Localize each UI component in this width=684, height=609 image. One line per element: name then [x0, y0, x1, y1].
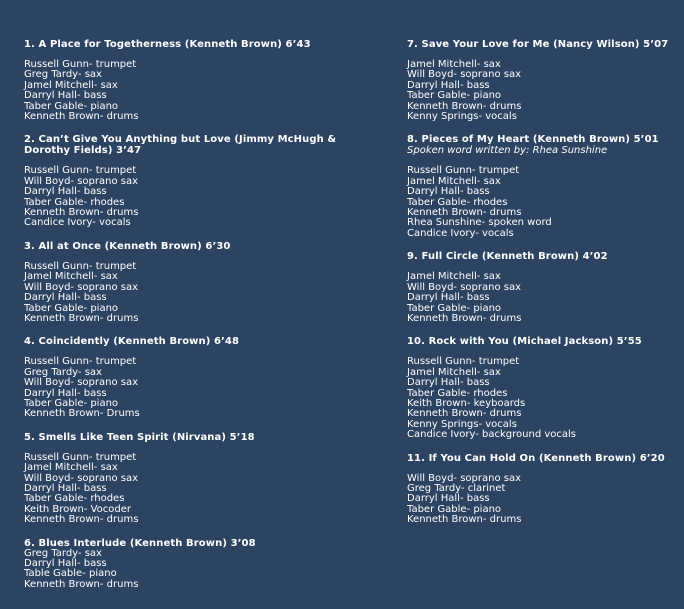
track-block: [407, 39, 672, 122]
track-title: 4. Coincidently (Kenneth Brown) 6’48: [24, 336, 240, 348]
musician-credit: Taber Gable- piano: [24, 100, 119, 112]
musician-credit: Will Boyd- soprano sax: [24, 377, 139, 389]
musician-credit: Jamel Mitchell- sax: [24, 79, 118, 91]
musician-credit: Darryl Hall- bass: [407, 493, 490, 505]
musician-credit: Greg Tardy- clarinet: [407, 482, 506, 494]
musician-credit: Will Boyd- soprano sax: [24, 472, 139, 484]
musician-credit: Darryl Hall- bass: [24, 90, 107, 102]
musician-credit: Taber Gable- rhodes: [24, 196, 125, 208]
musician-credit: Jamel Mitchell- sax: [24, 271, 118, 283]
musician-credit: Kenneth Brown- drums: [24, 578, 139, 590]
musician-credit: Keith Brown- keyboards: [407, 397, 526, 409]
musician-credit: Will Boyd- soprano sax: [407, 472, 522, 484]
musician-list: [24, 549, 339, 591]
musician-credit: Taber Gable- rhodes: [24, 493, 125, 505]
musician-list: [407, 357, 672, 440]
track-block: [24, 241, 339, 324]
musician-list: [407, 474, 672, 526]
musician-credit: Jamel Mitchell- sax: [407, 59, 501, 70]
musician-credit: Kenneth Brown- drums: [407, 514, 522, 526]
musician-credit: Greg Tardy- sax: [24, 547, 102, 559]
track-block: [407, 251, 672, 324]
musician-credit: Kenneth Brown- drums: [407, 100, 522, 112]
musician-credit: Taber Gable- rhodes: [407, 196, 508, 208]
musician-credit: Taber Gable- piano: [407, 302, 502, 314]
right-column: [407, 39, 672, 538]
musician-credit: Keith Brown- Vocoder: [24, 503, 132, 515]
track-title: 10. Rock with You (Michael Jackson) 5’55: [407, 336, 642, 348]
track-block: [407, 453, 672, 526]
musician-credit: Kenneth Brown- drums: [407, 312, 522, 324]
musician-credit: Kenneth Brown- drums: [24, 312, 139, 324]
musician-credit: Jamel Mitchell- sax: [24, 462, 118, 474]
musician-credit: Darryl Hall- bass: [24, 186, 107, 198]
musician-list: [407, 166, 672, 239]
musician-credit: Darryl Hall- bass: [407, 79, 490, 91]
musician-credit: Russell Gunn- trumpet: [24, 165, 137, 177]
musician-credit: Kenneth Brown- drums: [407, 207, 522, 219]
track-title: 1. A Place for Togetherness (Kenneth Brown) 6’43: [24, 39, 311, 50]
musician-credit: Kenneth Brown- drums: [24, 207, 139, 219]
track-block: [24, 336, 339, 419]
musician-credit: Kenny Springs- vocals: [407, 418, 517, 430]
musician-credit: Kenny Springs- vocals: [407, 111, 517, 123]
musician-credit: Russell Gunn- trumpet: [407, 356, 520, 368]
track-block: [24, 134, 339, 228]
track-title: 8. Pieces of My Heart (Kenneth Brown) 5’01: [407, 134, 659, 146]
musician-list: [24, 357, 339, 419]
musician-credit: Darryl Hall- bass: [24, 558, 107, 569]
track-block: [24, 432, 339, 526]
musician-credit: Jamel Mitchell- sax: [407, 175, 501, 187]
musician-credit: Jamel Mitchell- sax: [407, 366, 501, 378]
musician-list: [24, 60, 339, 122]
musician-credit: Greg Tardy- sax: [24, 69, 102, 81]
musician-credit: Kenneth Brown- Drums: [24, 408, 140, 420]
musician-credit: Rhea Sunshine- spoken word: [407, 217, 552, 229]
musician-credit: Russell Gunn- trumpet: [24, 356, 137, 368]
musician-credit: Darryl Hall- bass: [24, 482, 107, 494]
musician-credit: Taber Gable- piano: [24, 302, 119, 314]
track-title: 11. If You Can Hold On (Kenneth Brown) 6’20: [407, 452, 665, 464]
track-title: 5. Smells Like Teen Spirit (Nirvana) 5’18: [24, 431, 255, 443]
musician-credit: Russell Gunn- trumpet: [407, 165, 520, 177]
musician-credit: Russell Gunn- trumpet: [24, 451, 137, 463]
track-note: Spoken word written by: Rhea Sunshine: [407, 145, 608, 157]
musician-credit: Greg Tardy- sax: [24, 366, 102, 378]
musician-list: [407, 272, 672, 324]
musician-credit: Darryl Hall- bass: [24, 387, 107, 399]
musician-credit: Darryl Hall- bass: [407, 186, 490, 198]
musician-credit: Taber Gable- piano: [24, 397, 119, 409]
musician-credit: Will Boyd- soprano sax: [407, 69, 522, 81]
track-title: 2. Can’t Give You Anything but Love (Jimmy McHugh & Dorothy Fields) 3’47: [24, 134, 337, 157]
track-block: [407, 134, 672, 239]
musician-credit: Taber Gable- piano: [407, 90, 502, 102]
musician-credit: Will Boyd- soprano sax: [24, 281, 139, 293]
track-block: [24, 538, 339, 591]
musician-credit: Darryl Hall- bass: [24, 292, 107, 304]
left-column: [24, 39, 339, 602]
musician-credit: Russell Gunn- trumpet: [24, 59, 137, 70]
track-title: 9. Full Circle (Kenneth Brown) 4’02: [407, 251, 608, 263]
musician-credit: Taber Gable- rhodes: [407, 387, 508, 399]
musician-credit: Will Boyd- soprano sax: [24, 175, 139, 187]
musician-credit: Kenneth Brown- drums: [407, 408, 522, 420]
musician-credit: Jamel Mitchell- sax: [407, 271, 501, 283]
musician-credit: Table Gable- piano: [24, 568, 117, 580]
track-block: [407, 336, 672, 440]
musician-credit: Candice Ivory- background vocals: [407, 429, 577, 441]
musician-credit: Candice Ivory- vocals: [407, 227, 514, 239]
musician-list: [407, 60, 672, 122]
musician-credit: Kenneth Brown- drums: [24, 111, 139, 123]
musician-credit: Candice Ivory- vocals: [24, 217, 131, 229]
track-block: [24, 39, 339, 122]
musician-credit: Taber Gable- piano: [407, 503, 502, 515]
musician-list: [24, 262, 339, 324]
musician-credit: Darryl Hall- bass: [407, 292, 490, 304]
track-title: 6. Blues Interlude (Kenneth Brown) 3’08: [24, 537, 256, 549]
musician-credit: Will Boyd- soprano sax: [407, 281, 522, 293]
musician-credit: Russell Gunn- trumpet: [24, 260, 137, 272]
musician-credit: Kenneth Brown- drums: [24, 514, 139, 526]
musician-credit: Darryl Hall- bass: [407, 377, 490, 389]
track-title: 7. Save Your Love for Me (Nancy Wilson) 5’07: [407, 39, 669, 50]
musician-list: [24, 166, 339, 228]
musician-list: [24, 453, 339, 526]
track-title: 3. All at Once (Kenneth Brown) 6’30: [24, 240, 231, 252]
